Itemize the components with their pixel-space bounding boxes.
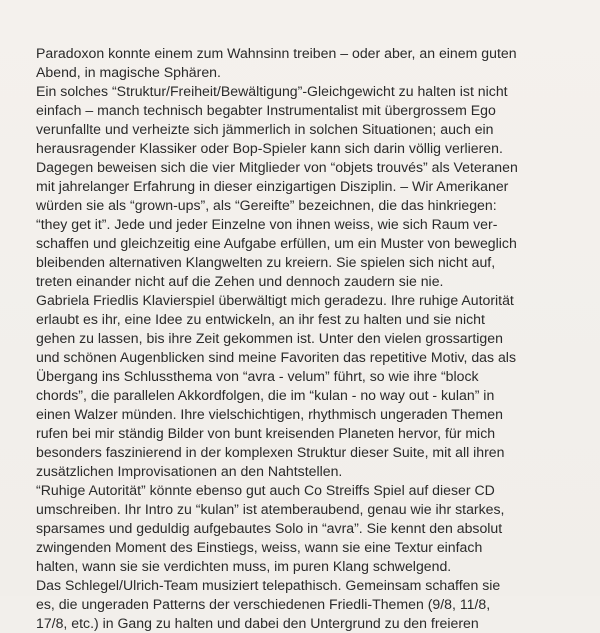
text-line: Ein solches “Struktur/Freiheit/Bewältigung”-Gleichgewicht zu halten ist nicht <box>36 83 508 99</box>
text-line: zwingenden Moment des Einstiegs, weiss, wann sie eine Textur einfach <box>36 539 483 555</box>
text-line: besonders faszinierend in der komplexen Struktur dieser Suite, mit all ihren <box>36 444 505 460</box>
text-line: halten, wann sie sie verdichten muss, im puren Klang schwelgend. <box>36 558 452 574</box>
text-line: zusätzlichen Improvisationen an den Nahtstellen. <box>36 463 343 479</box>
text-line: “Ruhige Autorität” könnte ebenso gut auch Co Streiffs Spiel auf dieser CD <box>36 482 495 498</box>
text-line: Gabriela Friedlis Klavierspiel überwältigt mich geradezu. Ihre ruhige Autorität <box>36 292 514 308</box>
text-line: bleibenden alternativen Klangwelten zu kreiern. Sie spielen sich nicht auf, <box>36 254 496 270</box>
text-line: Paradoxon konnte einem zum Wahnsinn treiben – oder aber, an einem guten <box>36 45 517 61</box>
text-line: chords”, die parallelen Akkordfolgen, die im “kulan - no way out - kulan” in <box>36 387 495 403</box>
text-line: treten einander nicht auf die Zehen und dennoch zaudern sie nie. <box>36 273 444 289</box>
text-line: mit jahrelanger Erfahrung in dieser einzigartigen Disziplin. – Wir Amerikaner <box>36 178 509 194</box>
text-line: würden sie als “grown-ups”, als “Gereifte” bezeichnen, die das hinkriegen: <box>36 197 497 213</box>
text-line: einen Walzer münden. Ihre vielschichtigen, rhythmisch ungeraden Themen <box>36 406 503 422</box>
text-line: Abend, in magische Sphären. <box>36 64 221 80</box>
text-line: rufen bei mir ständig Bilder von bunt kreisenden Planeten hervor, für mich <box>36 425 496 441</box>
text-line: Dagegen beweisen sich die vier Mitglieder von “objets trouvés” als Veteranen <box>36 159 518 175</box>
text-line: “they get it”. Jede und jeder Einzelne von ihnen weiss, wie sich Raum ver- <box>36 216 498 232</box>
text-line: es, die ungeraden Patterns der verschiedenen Friedli-Themen (9/8, 11/8, <box>36 596 491 612</box>
text-line: und schönen Augenblicken sind meine Favoriten das repetitive Motiv, das als <box>36 349 516 365</box>
text-line: sparsames und geduldig aufgebautes Solo in “avra”. Sie kennt den absolut <box>36 520 503 536</box>
text-line: gehen zu lassen, bis ihre Zeit gekommen ist. Unter den vielen grossartigen <box>36 330 503 346</box>
text-line: 17/8, etc.) in Gang zu halten und dabei den Untergrund zu den freieren <box>36 615 479 631</box>
text-line: erlaubt es ihr, eine Idee zu entwickeln, an ihr fest zu halten und sie nicht <box>36 311 485 327</box>
text-line: Übergang ins Schlussthema von “avra - velum” führt, so wie ihre “block <box>36 368 479 384</box>
text-line: einfach – manch technisch begabter Instrumentalist mit übergrossem Ego <box>36 102 496 118</box>
text-line: verunfallte und verheizte sich jämmerlich in solchen Situationen; auch ein <box>36 121 494 137</box>
text-line: herausragender Klassiker oder Bop-Spieler kann sich darin völlig verlieren. <box>36 140 503 156</box>
text-line: umschreiben. Ihr Intro zu “kulan” ist atemberaubend, genau wie ihr starkes, <box>36 501 505 517</box>
body-text <box>36 44 576 633</box>
text-line: Das Schlegel/Ulrich-Team musiziert telepathisch. Gemeinsam schaffen sie <box>36 577 501 593</box>
text-line: schaffen und gleichzeitig eine Aufgabe erfüllen, um ein Muster von beweglich <box>36 235 517 251</box>
